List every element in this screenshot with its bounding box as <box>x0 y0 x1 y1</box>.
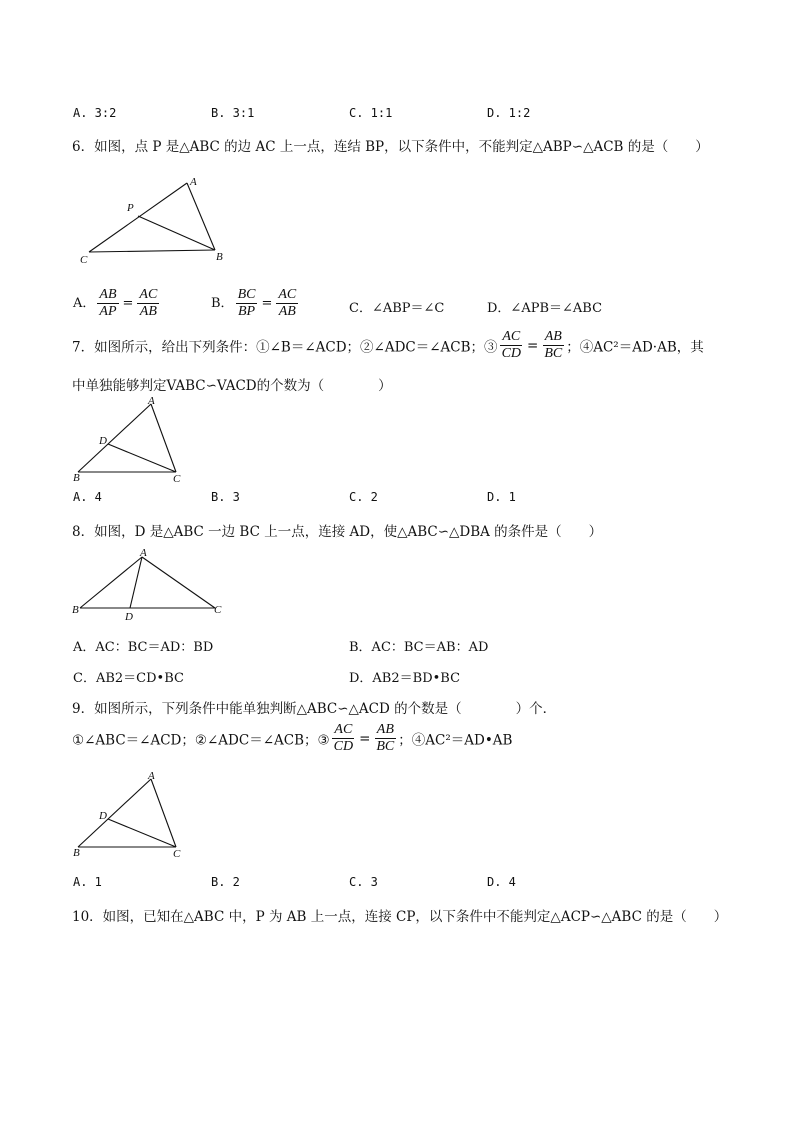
fraction-denominator: BP <box>237 304 256 319</box>
fraction-denominator: AP <box>99 304 117 319</box>
equals-sign: = <box>122 296 134 311</box>
q8-option-b: B．AC：BC＝AB：AD <box>349 640 489 655</box>
q9-conditions <box>72 722 512 755</box>
q8-stem: 8．如图，D 是△ABC 一边 BC 上一点，连接 AD，使△ABC∽△DBA 的条件是（ ） <box>72 524 603 540</box>
q9-label-c: C <box>173 848 181 860</box>
q8-label-d: D <box>125 611 133 623</box>
q6-label-c: C <box>80 254 88 266</box>
q9-cond-part1: ①∠ABC＝∠ACD；②∠ADC＝∠ACB；③ <box>72 732 330 749</box>
q9-option-c: C. 3 <box>349 875 378 889</box>
q7-option-b: B. 3 <box>211 490 240 504</box>
q8-label-c: C <box>214 604 222 616</box>
q6-option-b-prefix: B． <box>211 296 234 311</box>
fraction-denominator: AB <box>139 304 157 319</box>
q6-stem: 6．如图，点 P 是△ABC 的边 AC 上一点，连结 BP，以下条件中，不能判定△ABP∽△ACB 的是（ ） <box>72 139 709 155</box>
q7-label-a: A <box>148 395 155 407</box>
equals-sign: = <box>359 730 371 747</box>
fraction-numerator: BC <box>237 287 256 302</box>
fraction-numerator: AB <box>544 329 562 344</box>
fraction-denominator: BC <box>544 346 563 361</box>
q6-label-a: A <box>190 176 197 188</box>
q6-option-a-prefix: A． <box>73 296 96 311</box>
q5-option-d: D. 1:2 <box>487 106 531 120</box>
q7-stem-line1 <box>72 329 704 362</box>
q8-label-a: A <box>140 547 147 559</box>
fraction-denominator: AB <box>278 304 296 319</box>
q8-label-b: B <box>72 604 79 616</box>
q8-option-c: C．AB2＝CD•BC <box>73 671 184 686</box>
q5-option-a: A. 3:2 <box>73 106 117 120</box>
q7-option-d: D. 1 <box>487 490 516 504</box>
fraction-denominator: BC <box>376 739 395 754</box>
q7-stem-line2: 中单独能够判定VABC∽VACD的个数为（ ） <box>72 378 392 394</box>
q7-label-b: B <box>73 472 80 484</box>
q8-option-a: A．AC：BC＝AD：BD <box>73 640 214 655</box>
q6-label-b: B <box>216 251 223 263</box>
q9-label-b: B <box>73 847 80 859</box>
q7-stem-part2: ；④AC²＝AD·AB，其 <box>566 339 704 356</box>
q8-triangle-figure <box>70 545 230 625</box>
q9-option-a: A. 1 <box>73 875 102 889</box>
fraction-numerator: AB <box>99 287 117 302</box>
fraction-numerator: AC <box>502 329 521 344</box>
fraction-numerator: AC <box>139 287 158 302</box>
q10-stem: 10．如图，已知在△ABC 中，P 为 AB 上一点，连接 CP，以下条件中不能判定△ACP∽△ABC 的是（ ） <box>72 909 728 925</box>
q6-triangle-figure <box>70 170 240 270</box>
q6-option-c: C．∠ABP＝∠C <box>349 301 445 316</box>
q6-option-d: D．∠APB＝∠ABC <box>487 301 603 316</box>
fraction-denominator: CD <box>333 739 354 754</box>
q9-triangle-figure <box>70 770 190 865</box>
q7-stem-part1: 7．如图所示，给出下列条件：①∠B＝∠ACD；②∠ADC＝∠ACB；③ <box>72 339 498 356</box>
q5-option-b: B. 3:1 <box>211 106 255 120</box>
q7-option-c: C. 2 <box>349 490 378 504</box>
fraction-denominator: CD <box>501 346 522 361</box>
q6-option-b <box>211 287 300 320</box>
q5-option-c: C. 1:1 <box>349 106 393 120</box>
equals-sign: = <box>261 296 273 311</box>
q6-option-a <box>73 287 161 320</box>
q9-label-d: D <box>99 810 107 822</box>
q9-cond-part2: ；④AC²＝AD•AB <box>398 732 513 749</box>
q9-label-a: A <box>148 770 155 782</box>
fraction-numerator: AB <box>376 722 394 737</box>
q7-label-d: D <box>99 435 107 447</box>
q7-option-a: A. 4 <box>73 490 102 504</box>
equals-sign: = <box>527 337 539 354</box>
q9-stem: 9．如图所示，下列条件中能单独判断△ABC∽△ACD 的个数是（ ）个． <box>72 701 557 717</box>
q6-label-p: P <box>127 202 134 214</box>
q9-option-b: B. 2 <box>211 875 240 889</box>
q7-label-c: C <box>173 473 181 485</box>
q7-triangle-figure <box>70 395 190 490</box>
q8-option-d: D．AB2＝BD•BC <box>349 671 461 686</box>
fraction-numerator: AC <box>334 722 353 737</box>
q9-option-d: D. 4 <box>487 875 516 889</box>
fraction-numerator: AC <box>278 287 297 302</box>
